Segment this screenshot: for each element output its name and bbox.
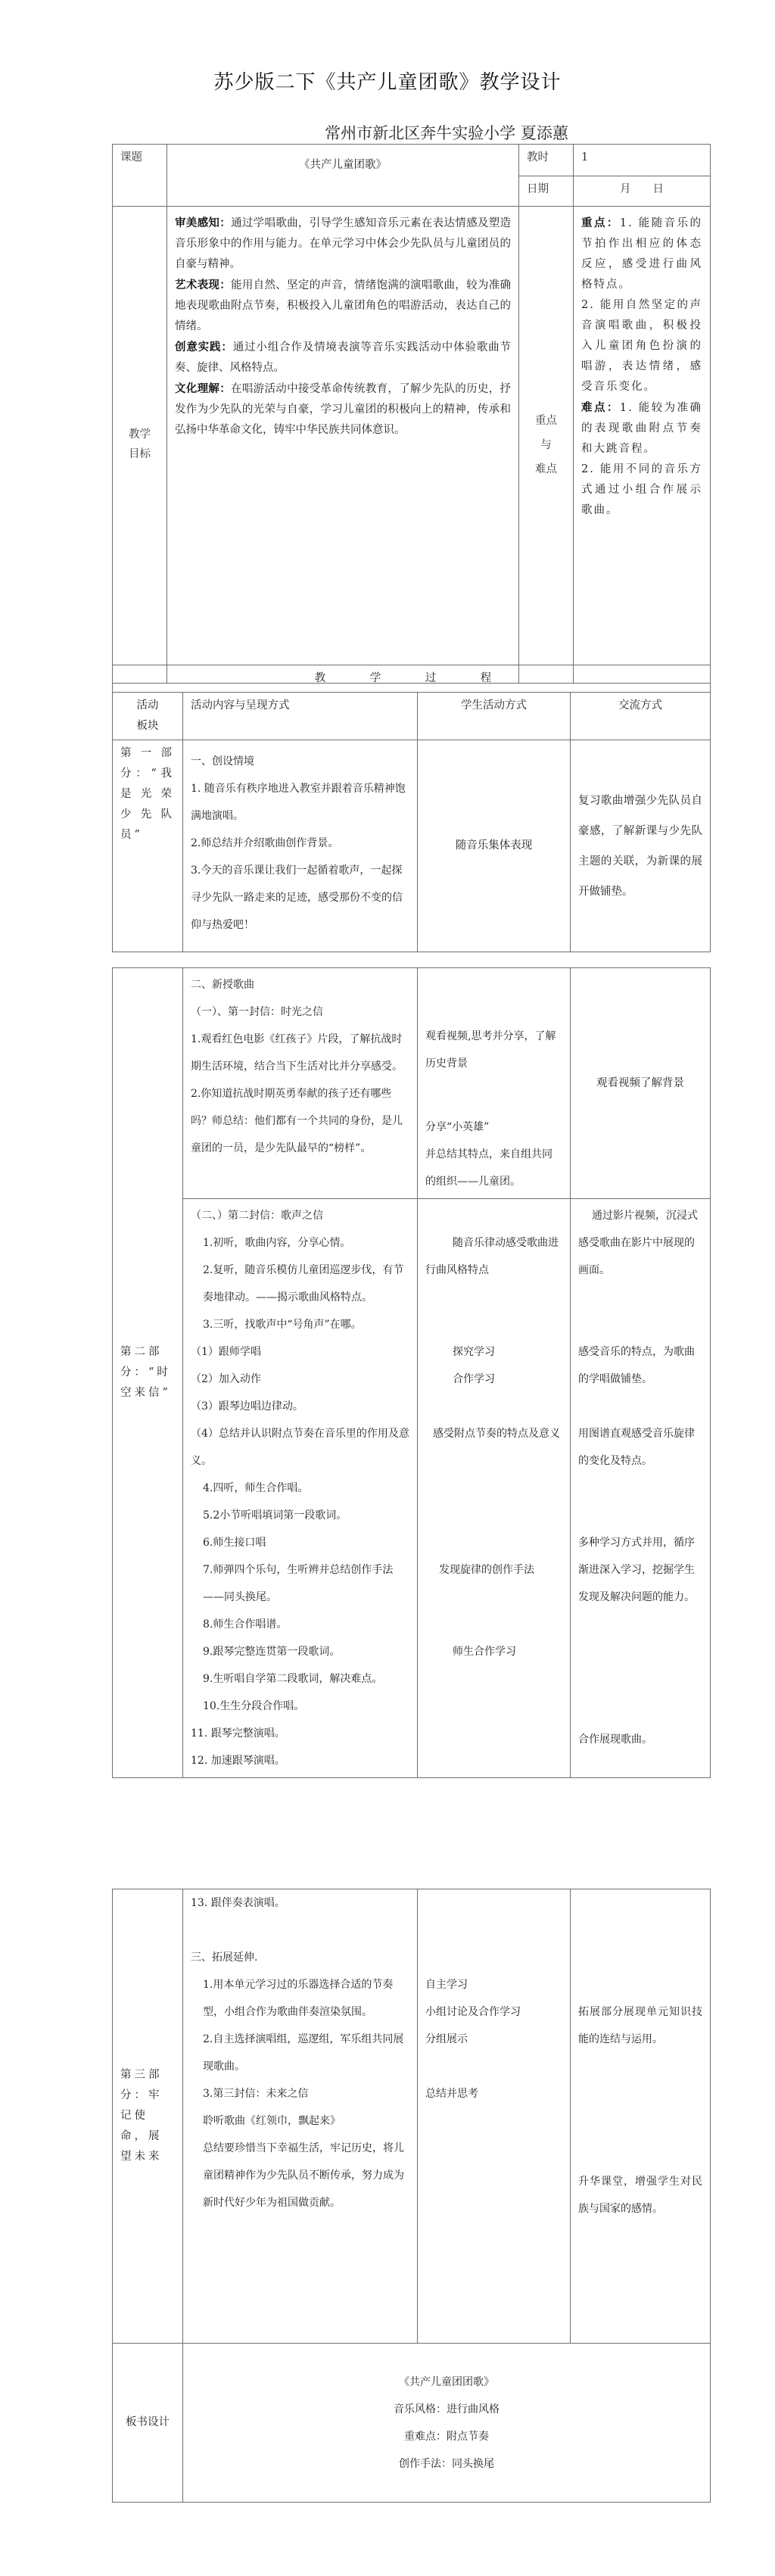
part1-block: 第一部分：“我是光荣少先队员” — [113, 740, 183, 952]
col-header-student: 学生活动方式 — [418, 693, 571, 740]
letter2-student-1: 随音乐律动感受歌曲进行曲风格特点 — [425, 1237, 559, 1276]
process-table-part2 — [112, 967, 711, 1778]
part1-item-2: 2.师总结并介绍歌曲创作背景。 — [191, 837, 339, 849]
col-header-communication: 交流方式 — [571, 693, 711, 740]
part3-student-3: 分组展示 — [425, 2033, 468, 2045]
letter2-title: （二、）第二封信：歌声之信 — [191, 1210, 323, 1222]
periods-value: 1 — [574, 145, 711, 176]
objective-expression: 艺术表现：能用自然、坚定的声音，情绪饱满的演唱歌曲，较为准确地表现歌曲附点节奏，积极投入儿童团角色的唱游活动，表达自己的情绪。 — [175, 279, 512, 332]
part3-student-1: 自主学习 — [425, 1979, 468, 1991]
letter2-item: 4.四听，师生合作唱。 — [203, 1482, 309, 1494]
board-line-style: 音乐风格：进行曲风格 — [394, 2403, 500, 2416]
letter2-item: 10.生生分段合作唱。 — [203, 1700, 305, 1712]
process-section-title: 教 学 过 程 — [113, 665, 711, 693]
letter2-comm-4: 多种学习方式并用，循序渐进深入学习，挖掘学生发现及解决问题的能力。 — [578, 1537, 695, 1603]
part3-content — [183, 1889, 418, 2344]
letter2-item: 8.师生合作唱谱。 — [203, 1618, 288, 1631]
part2-block: 第二部分：“时空来信” — [113, 968, 183, 1778]
objective-aesthetic: 审美感知：通过学唱歌曲，引导学生感知音乐元素在表达情感及塑造音乐形象中的作用与能力。在单元学习中体会少先队员与儿童团员的自豪与精神。 — [175, 216, 512, 270]
letter1-item-1: 1.观看红色电影《红孩子》片段，了解抗战时期生活环境，结合当下生活对比并分享感受。 — [191, 1033, 403, 1073]
part3-block: 第三部分：牢记使命，展望未来 — [113, 1889, 183, 2344]
letter2-student-3: 合作学习 — [453, 1373, 495, 1385]
part2-heading: 二、新授歌曲 — [191, 979, 254, 991]
letter2-item: 5.2小节听唱填词第一段歌词。 — [203, 1509, 347, 1522]
letter2-item: （1）跟师学唱 — [191, 1346, 261, 1358]
part3-item: 聆听歌曲《红领巾，飘起来》 — [203, 2115, 341, 2127]
board-content — [183, 2344, 711, 2503]
key-points-label: 重点 与 难点 — [519, 207, 574, 684]
author-line: 常州市新北区奔牛实验小学 夏添蕙 — [325, 124, 568, 142]
focus-2: 2. 能用自然坚定的声音演唱歌曲，积极投入儿童团角色扮演的唱游，表达情绪，感受音乐变化。 — [581, 299, 702, 393]
difficulty-2: 2. 能用不同的音乐方式通过小组合作展示歌曲。 — [581, 463, 702, 516]
topic-value: 《共产儿童团歌》 — [167, 145, 519, 207]
part3-communication — [571, 1889, 711, 2344]
letter2-item: 3.三听，找歌声中“号角声”在哪。 — [203, 1319, 362, 1331]
part3-comm-1: 拓展部分展现单元知识技能的连结与运用。 — [578, 2006, 702, 2045]
letter2-comm-3: 用图谱直观感受音乐旋律的变化及特点。 — [578, 1428, 695, 1467]
letter2-item: 9.跟琴完整连贯第一段歌词。 — [203, 1646, 341, 1658]
part1-content — [183, 740, 418, 952]
part3-item: 3.第三封信：未来之信 — [203, 2088, 309, 2100]
periods-label: 教时 — [519, 145, 574, 176]
objectives-cell — [167, 207, 519, 684]
letter2-comm-2: 感受音乐的特点，为歌曲的学唱做铺垫。 — [578, 1346, 695, 1385]
letter2-item: （4）总结并认识附点节奏在音乐里的作用及意义。 — [191, 1428, 409, 1467]
letter2-item: （3）跟琴边唱边律动。 — [191, 1400, 303, 1413]
letter2-student-6: 师生合作学习 — [453, 1646, 516, 1658]
letter2-student-5: 发现旋律的创作手法 — [439, 1564, 534, 1576]
letter2-item: 2.复听，随音乐模仿儿童团巡逻步伐，有节奏地律动。——揭示歌曲风格特点。 — [203, 1264, 404, 1304]
part3-student — [418, 1889, 571, 2344]
objective-practice: 创意实践：通过小组合作及情境表演等音乐实践活动中体验歌曲节奏、旋律、风格特点。 — [175, 341, 512, 374]
col-header-content: 活动内容与呈现方式 — [183, 693, 418, 740]
board-line-key: 重难点：附点节奏 — [404, 2430, 489, 2443]
focus-1: 重点：1. 能随音乐的节拍作出相应的体态反应，感受进行曲风格特点。 — [581, 216, 703, 291]
process-table-part1 — [112, 665, 711, 952]
part2-letter1-content — [183, 968, 418, 1199]
part2-letter2-communication — [571, 1199, 711, 1778]
board-label: 板书设计 — [113, 2344, 183, 2503]
col-header-block: 活动板块 — [113, 693, 183, 740]
process-table-part3 — [112, 1889, 711, 2503]
letter2-item: 6.师生接口唱 — [203, 1537, 266, 1549]
part2-letter2-student — [418, 1199, 571, 1778]
letter1-item-2: 2.你知道抗战时期英勇奉献的孩子还有哪些吗？师总结：他们都有一个共同的身份，是儿童团的一员，是少先队最早的“榜样”。 — [191, 1088, 403, 1154]
part3-heading: 三、拓展延伸. — [191, 1951, 258, 1964]
part3-item: 2.自主选择演唱组，巡逻组，军乐组共同展现歌曲。 — [203, 2033, 404, 2073]
document-title: 苏少版二下《共产儿童团歌》教学设计 — [213, 71, 562, 94]
key-points-cell — [574, 207, 711, 684]
date-label: 日期 — [519, 176, 574, 207]
header-table — [112, 144, 711, 684]
letter2-item: 9.生听唱自学第二段歌词，解决难点。 — [203, 1673, 383, 1685]
part3-lead-item: 13. 跟伴奏表演唱。 — [191, 1897, 285, 1909]
part1-communication: 复习歌曲增强少先队员自豪感，了解新课与少先队主题的关联，为新课的展开做铺垫。 — [571, 740, 711, 952]
part3-item: 1.用本单元学习过的乐器选择合适的节奏型，小组合作为歌曲伴奏渲染氛围。 — [203, 1979, 394, 2018]
part3-item: 总结要珍惜当下幸福生活，牢记历史，将儿童团精神作为少先队员不断传承，努力成为新时代好少年为祖国做贡献。 — [203, 2142, 404, 2209]
part3-comm-2: 升华课堂，增强学生对民族与国家的感情。 — [578, 2176, 702, 2215]
letter2-item: 1.初听，歌曲内容，分享心情。 — [203, 1237, 351, 1249]
letter2-item: 7.师弹四个乐句，生听辨并总结创作手法——同头换尾。 — [203, 1564, 394, 1603]
part3-student-4: 总结并思考 — [425, 2088, 478, 2100]
letter1-student-2b: 并总结其特点，来自组共同的组织——儿童团。 — [425, 1148, 552, 1188]
part2-letter1-communication: 观看视频了解背景 — [571, 968, 711, 1199]
letter2-comm-5: 合作展现歌曲。 — [578, 1733, 652, 1746]
board-line-title: 《共产儿童团团歌》 — [399, 2375, 494, 2388]
difficulty-1: 难点：1. 能较为准确的表现歌曲附点节奏和大跳音程。 — [581, 401, 703, 455]
board-line-technique: 创作手法：同头换尾 — [399, 2457, 494, 2470]
part1-item-1: 1. 随音乐有秩序地进入教室并跟着音乐精神饱满地演唱。 — [191, 783, 406, 822]
part2-letter2-content — [183, 1199, 418, 1778]
date-value: 月 日 — [574, 176, 711, 207]
part1-student: 随音乐集体表现 — [418, 740, 571, 952]
letter1-title: （一）、第一封信：时光之信 — [191, 1006, 323, 1018]
part2-letter1-student — [418, 968, 571, 1199]
letter2-student-2: 探究学习 — [453, 1346, 495, 1358]
objective-culture: 文化理解：在唱游活动中接受革命传统教育，了解少先队的历史，抒发作为少先队的光荣与自豪，学习儿童团的积极向上的精神，传承和弘扬中华革命文化，铸牢中华民族共同体意识。 — [175, 382, 512, 436]
part3-student-2: 小组讨论及合作学习 — [425, 2006, 521, 2018]
letter2-comm-1: 通过影片视频，沉浸式感受歌曲在影片中展现的画面。 — [578, 1210, 698, 1276]
part1-item-3: 3.今天的音乐课让我们一起循着歌声，一起探寻少先队一路走来的足迹，感受那份不变的信仰与热爱吧！ — [191, 864, 403, 931]
letter2-item: （2）加入动作 — [191, 1373, 261, 1385]
letter1-student-2a: 分享“小英雄” — [425, 1121, 490, 1133]
part1-heading: 一、创设情境 — [191, 755, 254, 768]
topic-label: 课题 — [113, 145, 167, 207]
letter2-student-4: 感受附点节奏的特点及意义 — [433, 1428, 560, 1440]
letter2-item: 11. 跟琴完整演唱。 — [191, 1727, 285, 1740]
letter1-student-1: 观看视频,思考并分享，了解历史背景 — [425, 1030, 556, 1070]
objectives-label: 教学目标 — [113, 207, 167, 684]
letter2-item: 12. 加速跟琴演唱。 — [191, 1755, 285, 1767]
